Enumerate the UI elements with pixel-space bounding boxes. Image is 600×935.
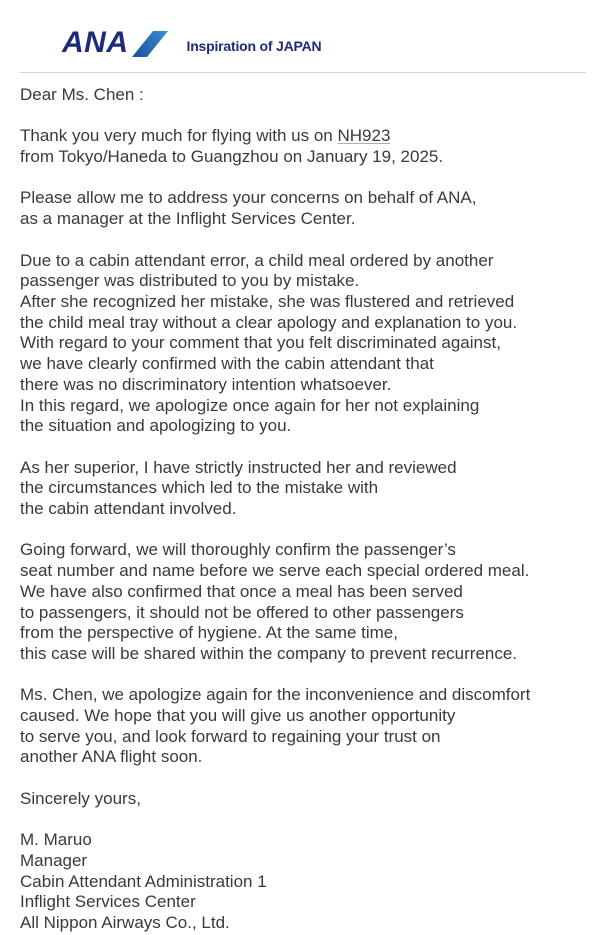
ana-slash-icon [132,31,168,57]
letter-line: this case will be shared within the company to prevent recurrence. [20,643,518,663]
letter-body [0,73,600,934]
paragraph [20,458,585,520]
letter-line: Ms. Chen, we apologize again for the inconvenience and discomfort [20,685,531,705]
letter-line: With regard to your comment that you felt discriminated against, [20,333,501,353]
letter-line: Sincerely yours, [20,788,141,808]
paragraph [20,830,585,934]
letter-line: We have also confirmed that once a meal has been served [20,581,463,601]
letter-line: Please allow me to address your concerns on behalf of ANA, [20,188,477,208]
line-text: Thank you very much for flying with us on [20,126,338,146]
letter-line: the cabin attendant involved. [20,499,237,518]
letter-line: As her superior, I have strictly instructed her and reviewed [20,457,457,477]
letter-line: Inflight Services Center [20,892,196,912]
letter-line: from Tokyo/Haneda to Guangzhou on January 19, 2025. [20,147,444,167]
paragraph [20,685,585,768]
letter-line [20,126,585,147]
letter-line: another ANA flight soon. [20,747,203,767]
letter-line: In this regard, we apologize once again for her not explaining [20,395,480,415]
paragraph [20,251,585,437]
paragraph [20,789,585,810]
paragraph [20,540,585,664]
paragraph [20,188,585,229]
letter-line: Going forward, we will thoroughly confirm the passenger’s [20,540,456,560]
letter-header [0,0,600,72]
letter-line: Manager [20,850,88,870]
letter-line: passenger was distributed to you by mistake. [20,271,360,291]
ana-wordmark: ANA [62,26,129,59]
letter-line: All Nippon Airways Co., Ltd. [20,913,230,932]
letter-line: as a manager at the Inflight Services Center. [20,209,356,229]
letter-line: the child meal tray without a clear apology and explanation to you. [20,312,518,332]
paragraph [20,126,585,167]
ana-tagline: Inspiration of JAPAN [186,38,322,54]
letter-line: the situation and apologizing to you. [20,416,292,436]
letter-line: After she recognized her mistake, she was flustered and retrieved [20,291,515,311]
letter-line: there was no discriminatory intention whatsoever. [20,374,392,394]
letter-line: caused. We hope that you will give us another opportunity [20,706,456,725]
letter-line: the circumstances which led to the mistake with [20,478,379,498]
letter-line: to serve you, and look forward to regaining your trust on [20,726,441,746]
letter-line: Dear Ms. Chen : [20,85,144,104]
paragraph [20,85,585,106]
letter-line: Due to a cabin attendant error, a child meal ordered by another [20,250,494,270]
letter-line: from the perspective of hygiene. At the same time, [20,623,398,643]
letter-line: we have clearly confirmed with the cabin attendant that [20,354,434,374]
letter-line: seat number and name before we serve each special ordered meal. [20,561,530,581]
letter-line: Cabin Attendant Administration 1 [20,871,267,891]
letter-line: M. Maruo [20,830,92,850]
ana-logo [62,26,600,58]
flight-number-link[interactable]: NH923 [337,126,391,146]
letter-line: to passengers, it should not be offered to other passengers [20,602,464,622]
